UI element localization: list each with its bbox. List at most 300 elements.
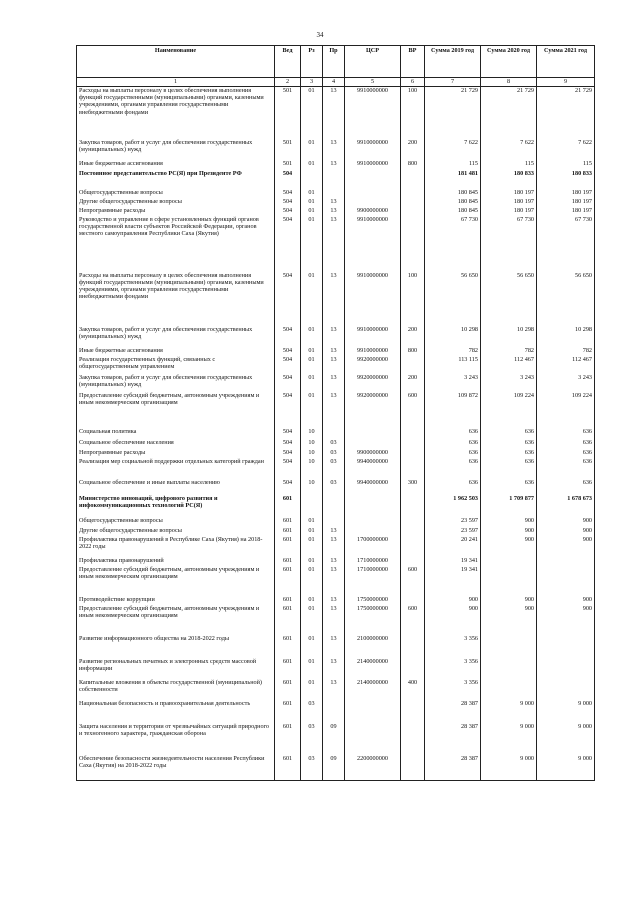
header-name: Наименование [77,46,275,78]
row-ved: 601 [275,723,301,755]
row-sum-2019: 115 [425,160,481,170]
row-sum-2021: 900 [537,517,595,527]
row-sum-2019: 636 [425,428,481,439]
row-sum-2020: 900 [481,517,537,527]
row-name: Национальная безопасность и правоохранительная деятельность [77,700,275,723]
header-row [77,46,595,78]
row-ved: 601 [275,527,301,536]
row-rz: 01 [301,374,323,392]
row-pr: 13 [323,272,345,326]
row-sum-2021 [537,658,595,679]
row-pr: 13 [323,207,345,216]
row-vr [401,356,425,374]
row-pr [323,495,345,517]
row-name: Социальное обеспечение населения [77,439,275,449]
row-sum-2020 [481,679,537,700]
table-row [77,495,595,517]
row-name: Закупка товаров, работ и услуг для обеспечения государственных (муниципальных) нужд [77,374,275,392]
header-number: 3 [301,78,323,87]
row-name: Социальная политика [77,428,275,439]
row-sum-2021: 9 000 [537,755,595,781]
row-ved: 601 [275,605,301,635]
budget-table [76,45,595,781]
row-sum-2019: 28 387 [425,700,481,723]
row-sum-2019: 3 356 [425,635,481,658]
row-sum-2019: 900 [425,596,481,605]
row-vr: 400 [401,679,425,700]
row-ved: 601 [275,755,301,781]
row-sum-2020: 1 709 877 [481,495,537,517]
row-vr: 200 [401,374,425,392]
row-sum-2021: 900 [537,596,595,605]
row-pr: 13 [323,347,345,356]
row-rz: 10 [301,458,323,479]
table-row [77,527,595,536]
row-sum-2019: 636 [425,458,481,479]
row-sum-2020: 7 622 [481,139,537,160]
row-ved: 601 [275,536,301,557]
row-sum-2019: 181 481 [425,170,481,189]
header-pr: Пр [323,46,345,78]
header-sum-2021: Сумма 2021 год [537,46,595,78]
table-row [77,356,595,374]
row-ved: 504 [275,189,301,198]
row-pr: 03 [323,439,345,449]
row-ved: 501 [275,87,301,139]
row-csr: 1750000000 [345,605,401,635]
row-sum-2020: 115 [481,160,537,170]
row-sum-2020: 900 [481,596,537,605]
row-vr: 800 [401,347,425,356]
table-body [77,87,595,781]
row-sum-2021: 67 730 [537,216,595,272]
row-sum-2020: 3 243 [481,374,537,392]
row-sum-2019: 20 241 [425,536,481,557]
row-vr [401,189,425,198]
row-vr: 100 [401,272,425,326]
row-sum-2021: 9 000 [537,723,595,755]
row-sum-2020: 9 000 [481,755,537,781]
row-sum-2021: 180 197 [537,189,595,198]
row-ved: 601 [275,495,301,517]
row-sum-2020: 180 197 [481,189,537,198]
row-sum-2021 [537,635,595,658]
row-rz [301,170,323,189]
row-csr: 9940000000 [345,479,401,495]
row-rz: 01 [301,87,323,139]
row-sum-2020: 900 [481,536,537,557]
row-csr [345,198,401,207]
row-sum-2020: 10 298 [481,326,537,347]
row-rz: 01 [301,392,323,428]
row-ved: 504 [275,449,301,458]
row-vr [401,755,425,781]
row-sum-2019: 113 115 [425,356,481,374]
row-pr [323,170,345,189]
row-csr: 1700000000 [345,536,401,557]
row-sum-2021: 180 833 [537,170,595,189]
row-sum-2020: 636 [481,479,537,495]
table-row [77,428,595,439]
row-sum-2019: 636 [425,479,481,495]
row-ved: 601 [275,557,301,566]
row-sum-2019: 67 730 [425,216,481,272]
row-sum-2020 [481,557,537,566]
table-row [77,449,595,458]
row-ved: 504 [275,347,301,356]
row-vr: 600 [401,566,425,596]
row-vr [401,439,425,449]
row-sum-2020: 9 000 [481,723,537,755]
row-rz: 01 [301,517,323,527]
row-ved: 501 [275,160,301,170]
row-sum-2019: 19 341 [425,566,481,596]
row-rz: 01 [301,272,323,326]
row-sum-2020 [481,566,537,596]
row-pr: 13 [323,635,345,658]
row-sum-2021: 1 678 673 [537,495,595,517]
table-row [77,439,595,449]
row-csr [345,428,401,439]
row-sum-2021 [537,566,595,596]
row-vr [401,198,425,207]
row-csr: 9920000000 [345,356,401,374]
row-rz: 03 [301,723,323,755]
row-ved: 601 [275,596,301,605]
row-csr [345,170,401,189]
row-sum-2020: 636 [481,449,537,458]
header-ved: Вед [275,46,301,78]
row-sum-2020: 112 467 [481,356,537,374]
row-rz: 01 [301,347,323,356]
table-row [77,566,595,596]
row-ved: 601 [275,700,301,723]
row-pr [323,517,345,527]
table-row [77,272,595,326]
row-vr [401,495,425,517]
row-sum-2020: 180 833 [481,170,537,189]
row-ved: 504 [275,326,301,347]
row-sum-2020: 9 000 [481,700,537,723]
row-pr [323,189,345,198]
row-ved: 504 [275,170,301,189]
row-sum-2021: 900 [537,605,595,635]
row-vr [401,557,425,566]
row-csr: 1710000000 [345,566,401,596]
row-name: Постоянное представительство РС(Я) при Президенте РФ [77,170,275,189]
row-pr: 13 [323,679,345,700]
row-pr: 13 [323,160,345,170]
row-sum-2019: 900 [425,605,481,635]
row-rz: 10 [301,439,323,449]
table-row [77,536,595,557]
row-pr [323,700,345,723]
row-name: Закупка товаров, работ и услуг для обеспечения государственных (муниципальных) нужд [77,326,275,347]
row-rz [301,495,323,517]
row-pr: 13 [323,87,345,139]
row-ved: 504 [275,198,301,207]
table-row [77,557,595,566]
row-sum-2019: 636 [425,439,481,449]
header-number: 9 [537,78,595,87]
row-name: Противодействие коррупции [77,596,275,605]
row-name: Другие общегосударственные вопросы [77,198,275,207]
row-name: Капитальные вложения в объекты государственной (муниципальной) собственности [77,679,275,700]
row-sum-2021 [537,679,595,700]
row-csr: 2200000000 [345,755,401,781]
row-sum-2021: 9 000 [537,700,595,723]
row-sum-2021: 636 [537,428,595,439]
header-number: 5 [345,78,401,87]
row-vr [401,596,425,605]
row-rz: 01 [301,189,323,198]
row-rz: 10 [301,479,323,495]
row-vr: 200 [401,326,425,347]
table-row [77,458,595,479]
row-sum-2020: 900 [481,527,537,536]
row-sum-2021: 56 650 [537,272,595,326]
row-sum-2019: 19 341 [425,557,481,566]
row-ved: 504 [275,458,301,479]
row-name: Другие общегосударственные вопросы [77,527,275,536]
row-vr [401,207,425,216]
row-sum-2020: 636 [481,428,537,439]
table-row [77,755,595,781]
row-pr: 13 [323,605,345,635]
row-vr [401,527,425,536]
row-ved: 504 [275,272,301,326]
row-csr: 9910000000 [345,139,401,160]
row-name: Министерство инноваций, цифрового развития и инфокоммуникационных технологий РС(Я) [77,495,275,517]
table-row [77,605,595,635]
row-sum-2021: 180 197 [537,198,595,207]
row-vr [401,458,425,479]
row-name: Развитие информационного общества на 2018-2022 годы [77,635,275,658]
row-name: Предоставление субсидий бюджетным, автономным учреждениям и иным некоммерческим организациям [77,566,275,596]
row-rz: 01 [301,679,323,700]
row-ved: 504 [275,216,301,272]
row-csr: 9920000000 [345,374,401,392]
row-rz: 03 [301,755,323,781]
row-name: Иные бюджетные ассигнования [77,347,275,356]
row-sum-2021 [537,557,595,566]
row-sum-2020 [481,635,537,658]
row-name: Профилактика правонарушений в Республике Саха (Якутия) на 2018-2022 годы [77,536,275,557]
table-row [77,198,595,207]
row-ved: 601 [275,679,301,700]
row-rz: 01 [301,356,323,374]
row-ved: 501 [275,139,301,160]
table-row [77,139,595,160]
row-vr: 600 [401,605,425,635]
row-name: Расходы на выплаты персоналу в целях обеспечения выполнения функций государственными (муниципальными) органами, казенными учреждениями, органами управления государственными внебюджетными фондами [77,272,275,326]
table-row [77,517,595,527]
row-sum-2021: 10 298 [537,326,595,347]
row-vr [401,658,425,679]
row-sum-2019: 782 [425,347,481,356]
table-row [77,392,595,428]
row-sum-2019: 56 650 [425,272,481,326]
row-rz: 01 [301,198,323,207]
row-name: Социальное обеспечение и иные выплаты населению [77,479,275,495]
row-csr [345,439,401,449]
row-csr: 1710000000 [345,557,401,566]
row-sum-2020: 56 650 [481,272,537,326]
header-number: 4 [323,78,345,87]
row-csr: 9910000000 [345,160,401,170]
row-name: Непрограммные расходы [77,207,275,216]
table-row [77,479,595,495]
row-ved: 504 [275,356,301,374]
row-sum-2021: 7 622 [537,139,595,160]
row-vr [401,216,425,272]
row-sum-2020: 109 224 [481,392,537,428]
page-number: 34 [316,31,324,39]
row-csr: 9910000000 [345,326,401,347]
row-sum-2021: 3 243 [537,374,595,392]
row-name: Профилактика правонарушений [77,557,275,566]
row-sum-2019: 636 [425,449,481,458]
row-rz: 01 [301,139,323,160]
row-pr: 13 [323,356,345,374]
row-csr: 9910000000 [345,272,401,326]
row-sum-2019: 10 298 [425,326,481,347]
row-name: Иные бюджетные ассигнования [77,160,275,170]
row-csr [345,723,401,755]
row-pr: 13 [323,392,345,428]
row-csr: 9910000000 [345,87,401,139]
row-rz: 03 [301,700,323,723]
row-rz: 01 [301,658,323,679]
row-sum-2020: 67 730 [481,216,537,272]
row-ved: 504 [275,374,301,392]
row-vr [401,635,425,658]
row-rz: 01 [301,605,323,635]
header-sum-2020: Сумма 2020 год [481,46,537,78]
row-ved: 504 [275,207,301,216]
row-pr: 13 [323,536,345,557]
row-pr: 03 [323,449,345,458]
row-sum-2019: 180 845 [425,207,481,216]
row-pr: 13 [323,596,345,605]
row-rz: 01 [301,160,323,170]
row-sum-2019: 3 356 [425,658,481,679]
row-name: Руководство и управление в сфере установленных функций органов государственной власти субъектов Российской Федерации, органов местного самоуправления Республики Саха (Якутия) [77,216,275,272]
row-vr [401,517,425,527]
row-pr: 13 [323,658,345,679]
row-sum-2021: 636 [537,458,595,479]
table-row [77,207,595,216]
table-row [77,596,595,605]
row-sum-2020 [481,658,537,679]
header-number: 1 [77,78,275,87]
row-vr [401,723,425,755]
row-csr: 9910000000 [345,216,401,272]
header-number: 6 [401,78,425,87]
row-name: Расходы на выплаты персоналу в целях обеспечения выполнения функций государственными (муниципальными) органами, казенными учреждениями, органами управления государственными внебюджетными фондами [77,87,275,139]
row-csr [345,527,401,536]
header-rz: Рз [301,46,323,78]
row-name: Защита населения и территории от чрезвычайных ситуаций природного и техногенного характера, гражданская оборона [77,723,275,755]
table-row [77,658,595,679]
row-rz: 01 [301,635,323,658]
table-row [77,326,595,347]
row-csr: 1750000000 [345,596,401,605]
row-pr: 13 [323,566,345,596]
row-ved: 601 [275,517,301,527]
row-sum-2019: 1 962 503 [425,495,481,517]
row-name: Непрограммные расходы [77,449,275,458]
row-rz: 01 [301,557,323,566]
table-row [77,216,595,272]
row-sum-2020: 180 197 [481,207,537,216]
row-name: Предоставление субсидий бюджетным, автономным учреждениям и иным некоммерческим организациям [77,605,275,635]
header-number: 8 [481,78,537,87]
row-sum-2021: 21 729 [537,87,595,139]
row-sum-2019: 23 597 [425,527,481,536]
row-ved: 504 [275,428,301,439]
row-csr: 9910000000 [345,347,401,356]
row-pr: 13 [323,557,345,566]
row-vr: 200 [401,139,425,160]
row-pr: 13 [323,198,345,207]
table-row [77,374,595,392]
row-csr: 2140000000 [345,658,401,679]
table-row [77,679,595,700]
row-rz: 01 [301,536,323,557]
header-vr: ВР [401,46,425,78]
row-sum-2019: 28 387 [425,755,481,781]
row-ved: 504 [275,439,301,449]
row-csr: 2140000000 [345,679,401,700]
row-csr [345,700,401,723]
row-vr [401,449,425,458]
table-row [77,189,595,198]
table-row [77,170,595,189]
table-row [77,635,595,658]
row-ved: 504 [275,479,301,495]
row-pr [323,428,345,439]
table-header [77,46,595,87]
row-csr: 9900000000 [345,449,401,458]
row-pr: 13 [323,216,345,272]
row-csr: 9920000000 [345,392,401,428]
row-rz: 10 [301,428,323,439]
table-row [77,700,595,723]
row-name: Реализация государственных функций, связанных с общегосударственным управлением [77,356,275,374]
row-sum-2021: 180 197 [537,207,595,216]
row-sum-2019: 21 729 [425,87,481,139]
row-csr [345,517,401,527]
row-pr: 03 [323,458,345,479]
row-sum-2019: 109 872 [425,392,481,428]
row-vr [401,700,425,723]
row-ved: 601 [275,658,301,679]
row-sum-2019: 180 845 [425,189,481,198]
row-sum-2021: 115 [537,160,595,170]
table-row [77,87,595,139]
row-ved: 601 [275,635,301,658]
row-sum-2020: 900 [481,605,537,635]
row-rz: 01 [301,207,323,216]
row-name: Развитие региональных печатных и электронных средств массовой информации [77,658,275,679]
row-rz: 01 [301,326,323,347]
row-rz: 01 [301,596,323,605]
header-csr: ЦСР [345,46,401,78]
row-rz: 01 [301,216,323,272]
row-ved: 504 [275,392,301,428]
row-vr [401,170,425,189]
